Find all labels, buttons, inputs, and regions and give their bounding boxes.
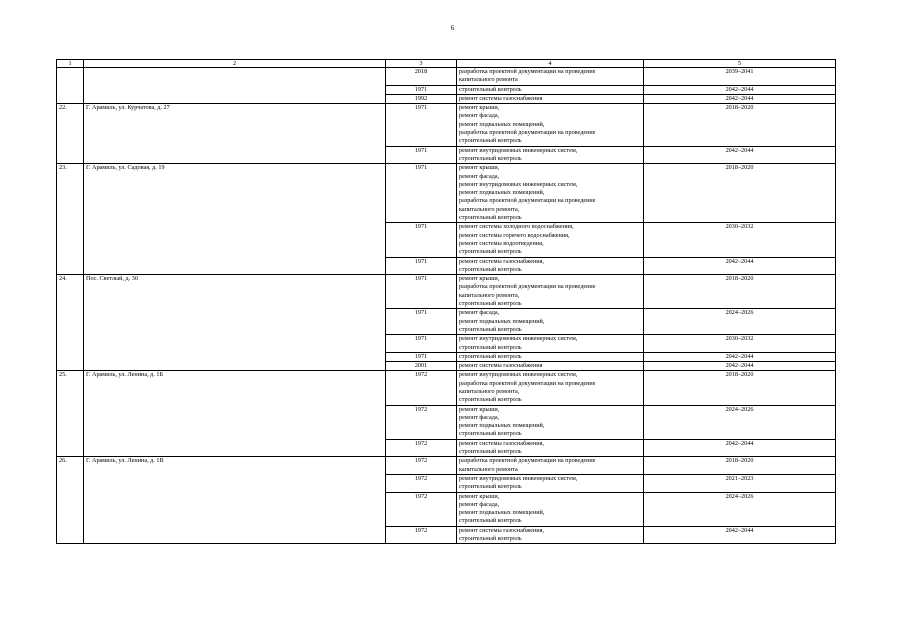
row-number: 25. [57,371,84,457]
completion-year: 2018 [386,68,457,86]
planned-period: 2042–2044 [644,439,836,457]
building-address: Г. Арамиль, ул. Садовая, д. 19 [84,164,386,275]
repair-work-item: капитального ремонта, [459,291,520,299]
planned-period: 2018–2020 [644,104,836,146]
repair-work-item: строительный контроль [459,343,522,351]
completion-year: 1971 [386,104,457,146]
repair-work-item: разработка проектной документации на проведение [459,283,596,291]
repair-work-item: разработка проектной документации на проведение [459,197,596,205]
capital-repair-table [56,59,836,544]
repair-works [457,371,644,405]
table-row [57,457,836,475]
completion-year: 1972 [386,492,457,526]
repair-work-item: строительный контроль [459,396,522,404]
repair-works [457,439,644,457]
repair-work-item: ремонт системы газоснабжения, [459,439,544,447]
repair-work-item: ремонт подвальных помещений, [459,422,545,430]
repair-works [457,492,644,526]
table-row [57,104,836,146]
repair-work-item: ремонт фасада, [459,500,500,508]
repair-work-item: разработка проектной документации на проведение [459,129,596,137]
repair-work-item: строительный контроль [459,325,522,333]
planned-period: 2024–2026 [644,492,836,526]
completion-year: 1971 [386,352,457,361]
repair-work-item: разработка проектной документации на проведение [459,68,596,75]
repair-work-item: ремонт крыши, [459,492,500,500]
planned-period: 2039–2041 [644,68,836,86]
repair-work-item: строительный контроль [459,214,522,222]
table-row [57,371,836,405]
repair-work-item: ремонт крыши, [459,275,500,283]
planned-period: 2042–2044 [644,85,836,94]
repair-work-item: ремонт крыши, [459,405,500,413]
repair-work-item: строительный контроль [459,535,522,543]
repair-work-item: ремонт крыши, [459,164,500,172]
completion-year: 1971 [386,257,457,275]
repair-work-item: ремонт подвальных помещений, [459,189,545,197]
planned-period: 2042–2044 [644,362,836,371]
completion-year: 1971 [386,275,457,309]
repair-works [457,309,644,335]
repair-work-item: ремонт внутридомовых инженерных систем, [459,180,578,188]
repair-work-item: ремонт системы газоснабжения [459,362,543,370]
completion-year: 1972 [386,405,457,439]
repair-work-item: строительный контроль [459,137,522,145]
repair-works [457,223,644,257]
completion-year: 1971 [386,309,457,335]
header-col-3: 3 [386,60,457,68]
planned-period: 2018–2020 [644,371,836,405]
completion-year: 1992 [386,94,457,103]
header-col-2: 2 [84,60,386,68]
completion-year: 1972 [386,439,457,457]
repair-works [457,146,644,164]
repair-work-item: строительный контроль [459,154,522,162]
repair-works [457,352,644,361]
repair-work-item: капитального ремонта, [459,205,520,213]
planned-period: 2042–2044 [644,352,836,361]
repair-works [457,474,644,492]
building-address: Г. Арамиль, ул. Ленина, д. 1В [84,457,386,544]
planned-period: 2030–2032 [644,335,836,353]
planned-period: 2021–2023 [644,474,836,492]
repair-work-item: капитального ремонта, [459,387,520,395]
repair-work-item: ремонт системы горячего водоснабжения, [459,231,570,239]
repair-work-item: ремонт подвальных помещений, [459,120,545,128]
table-row [57,164,836,223]
completion-year: 1971 [386,85,457,94]
header-col-5: 5 [644,60,836,68]
completion-year: 1971 [386,164,457,223]
repair-works [457,362,644,371]
row-number: 23. [57,164,84,275]
repair-work-item: ремонт системы холодного водоснабжения, [459,223,574,231]
repair-work-item: ремонт подвальных помещений, [459,317,545,325]
repair-work-item: ремонт системы газоснабжения, [459,526,544,534]
repair-works [457,257,644,275]
row-number: 26. [57,457,84,544]
repair-works [457,164,644,223]
header-col-1: 1 [57,60,84,68]
repair-work-item: ремонт фасада, [459,112,500,120]
planned-period: 2042–2044 [644,146,836,164]
repair-work-item: строительный контроль [459,248,522,256]
planned-period: 2018–2020 [644,164,836,223]
completion-year: 1972 [386,371,457,405]
repair-works [457,526,644,544]
repair-work-item: ремонт системы газоснабжения, [459,257,544,265]
repair-work-item: ремонт внутридомовых инженерных систем, [459,474,578,482]
repair-work-item: ремонт крыши, [459,104,500,112]
repair-works [457,104,644,146]
repair-work-item: строительный контроль [459,352,522,360]
building-address: Г. Арамиль, ул. Ленина, д. 1Б [84,371,386,457]
planned-period: 2024–2026 [644,309,836,335]
repair-works [457,405,644,439]
repair-work-item: ремонт внутридомовых инженерных систем, [459,371,578,379]
repair-work-item: капитального ремонта [459,465,518,473]
repair-works [457,94,644,103]
completion-year: 1971 [386,335,457,353]
repair-work-item: ремонт подвальных помещений, [459,509,545,517]
repair-work-item: строительный контроль [459,265,522,273]
planned-period: 2042–2044 [644,94,836,103]
table-row [57,68,836,86]
repair-works [457,68,644,86]
completion-year: 1972 [386,474,457,492]
table-body [57,68,836,544]
repair-work-item: разработка проектной документации на проведение [459,457,596,465]
building-address: Пос. Светлый, д. 30 [84,275,386,371]
header-row [57,60,836,68]
repair-work-item: строительный контроль [459,448,522,456]
row-number: 22. [57,104,84,164]
repair-works [457,275,644,309]
repair-works [457,457,644,475]
repair-work-item: строительный контроль [459,85,522,93]
repair-work-item: ремонт внутридомовых инженерных систем, [459,146,578,154]
building-address [84,68,386,104]
completion-year: 1971 [386,223,457,257]
building-address: Г. Арамиль, ул. Курчатова, д. 27 [84,104,386,164]
repair-work-item: строительный контроль [459,517,522,525]
repair-work-item: капитального ремонта [459,76,518,84]
repair-work-item: строительный контроль [459,430,522,438]
completion-year: 2001 [386,362,457,371]
completion-year: 1972 [386,526,457,544]
planned-period: 2042–2044 [644,257,836,275]
completion-year: 1971 [386,146,457,164]
repair-work-item: ремонт системы водоотведения, [459,239,544,247]
completion-year: 1972 [386,457,457,475]
repair-work-item: ремонт фасада, [459,172,500,180]
planned-period: 2042–2044 [644,526,836,544]
page-number: 6 [450,24,455,32]
repair-work-item: ремонт фасада, [459,413,500,421]
repair-work-item: ремонт внутридомовых инженерных систем, [459,335,578,343]
row-number [57,68,84,104]
row-number: 24. [57,275,84,371]
repair-work-item: ремонт системы газоснабжения [459,94,543,102]
repair-work-item: ремонт фасада, [459,309,500,317]
planned-period: 2018–2020 [644,275,836,309]
repair-work-item: строительный контроль [459,483,522,491]
planned-period: 2024–2026 [644,405,836,439]
planned-period: 2030–2032 [644,223,836,257]
repair-works [457,335,644,353]
repair-work-item: разработка проектной документации на проведение [459,379,596,387]
table-row [57,275,836,309]
header-col-4: 4 [457,60,644,68]
repair-works [457,85,644,94]
repair-work-item: строительный контроль [459,300,522,308]
planned-period: 2018–2020 [644,457,836,475]
